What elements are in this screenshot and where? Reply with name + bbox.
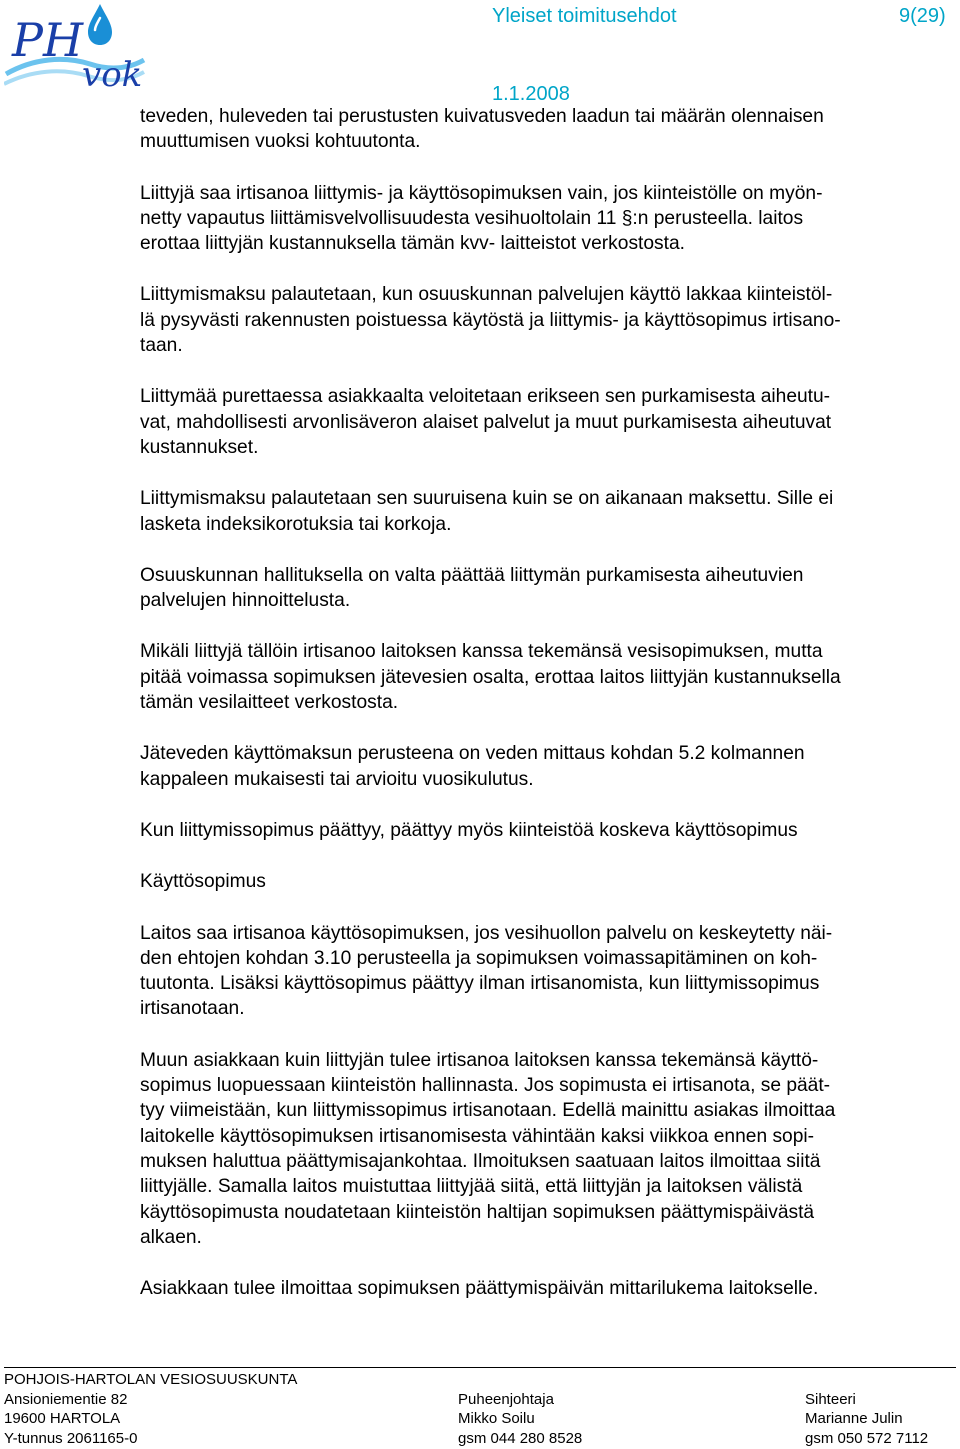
page-number: 9(29)	[899, 5, 946, 27]
footer-secretary-role: Sihteeri	[805, 1390, 856, 1408]
paragraph-2: Liittyjä saa irtisanoa liittymis- ja käyttösopimuksen vain, jos kiinteistölle on myön- netty vapautus liittämisvelvollisuudesta vesihuoltolain 11 §:n perusteella. laitos erottaa liittyjän kustannuksella tämän kvv- laitteistot verkostosta.	[140, 182, 823, 255]
phvok-logo	[4, 0, 146, 96]
footer-chair	[458, 1370, 582, 1448]
footer-divider	[4, 1367, 956, 1368]
footer-secretary-phone: gsm 050 572 7112	[805, 1429, 929, 1447]
paragraph-7: Mikäli liittyjä tällöin irtisanoo laitoksen kanssa tekemänsä vesisopimuksen, mutta pitää voimassa sopimuksen jätevesien osalta, erottaa laitos liittyjän kustannuksella tämän vesilaitteet verkostosta.	[140, 641, 841, 714]
footer-org-business-id: Y-tunnus 2061165-0	[4, 1429, 138, 1447]
footer-organization	[4, 1370, 297, 1448]
footer-org-street: Ansioniementie 82	[4, 1390, 128, 1408]
footer-secretary-name: Marianne Julin	[805, 1410, 903, 1427]
paragraph-3: Liittymismaksu palautetaan, kun osuuskunnan palvelujen käyttö lakkaa kiinteistöl- lä pysyvästi rakennusten poistuessa käytöstä ja liittymis- ja käyttösopimus irtisano- taan.	[140, 284, 841, 357]
paragraph-1: teveden, huleveden tai perustusten kuivatusveden laadun tai määrän olennaisen muuttumisen vuoksi kohtuutonta.	[140, 106, 824, 153]
footer-secretary	[805, 1370, 928, 1448]
footer-chair-role: Puheenjohtaja	[458, 1390, 554, 1408]
footer-chair-phone: gsm 044 280 8528	[458, 1429, 583, 1447]
logo-letters-ph: PH	[12, 13, 84, 67]
paragraph-6: Osuuskunnan hallituksella on valta päättää liittymän purkamisesta aiheutuvien palvelujen hinnoittelusta.	[140, 564, 804, 612]
logo-letters-vok: vok	[82, 55, 143, 95]
paragraph-10: Laitos saa irtisanoa käyttösopimuksen, jos vesihuollon palvelu on keskeytetty näi- den ehtojen kohdan 3.10 perusteella ja sopimuksen voimassapitäminen on koh- tuutonta. Lisäksi käyttösopimus päättyy ilman irtisanomista, kun liittymissopimus irtisanotaan.	[140, 922, 833, 1020]
footer-org-postal: 19600 HARTOLA	[4, 1410, 121, 1427]
document-body	[140, 104, 955, 1301]
footer-chair-name: Mikko Soilu	[458, 1410, 535, 1427]
paragraph-4: Liittymää purettaessa asiakkaalta veloitetaan erikseen sen purkamisesta aiheutu- vat, mahdollisesti arvonlisäveron alaiset palvelut ja muut purkamisesta aiheutuvat kustannukset.	[140, 386, 832, 458]
water-drop-icon	[88, 4, 112, 45]
footer-org-name: POHJOIS-HARTOLAN VESIOSUUSKUNTA	[4, 1371, 298, 1388]
paragraph-12: Asiakkaan tulee ilmoittaa sopimuksen päättymispäivän mittarilukema laitokselle.	[140, 1278, 819, 1300]
document-title: Yleiset toimitusehdot	[492, 5, 677, 27]
paragraph-5: Liittymismaksu palautetaan sen suuruisena kuin se on aikanaan maksettu. Sille ei lasketa indeksikorotuksia tai korkoja.	[140, 488, 834, 535]
paragraph-9: Kun liittymissopimus päättyy, päättyy myös kiinteistöä koskeva käyttösopimus	[140, 819, 798, 841]
document-date: 1.1.2008	[492, 83, 570, 105]
paragraph-11: Muun asiakkaan kuin liittyjän tulee irtisanoa laitoksen kanssa tekemänsä käyttö- sopimus luopuessaan kiinteistön hallinnasta. Jos sopimusta ei irtisanota, se päät- tyy viimeistään, kun liittymissopimus irtisanotaan. Edellä mainittu asiakas ilmoittaa laitokelle käyttösopimuksen irtisanomisesta vähintään kaksi viikkoa ennen sopi- muksen haluttua päättymisajankohtaa. Ilmoituksen saatuaan laitos ilmoittaa siitä liittyjälle. Samalla laitos muistuttaa liittyjää siitä, että liittyjän ja laitoksen välistä käyttösopimusta noudatetaan kiinteistön haltijan sopimuksen päättymispäivästä alkaen.	[140, 1049, 836, 1248]
paragraph-8: Jäteveden käyttömaksun perusteena on veden mittaus kohdan 5.2 kolmannen kappaleen mukaisesti tai arvioitu vuosikulutus.	[140, 743, 805, 790]
section-heading-kayttosopimus: Käyttösopimus	[140, 871, 266, 893]
